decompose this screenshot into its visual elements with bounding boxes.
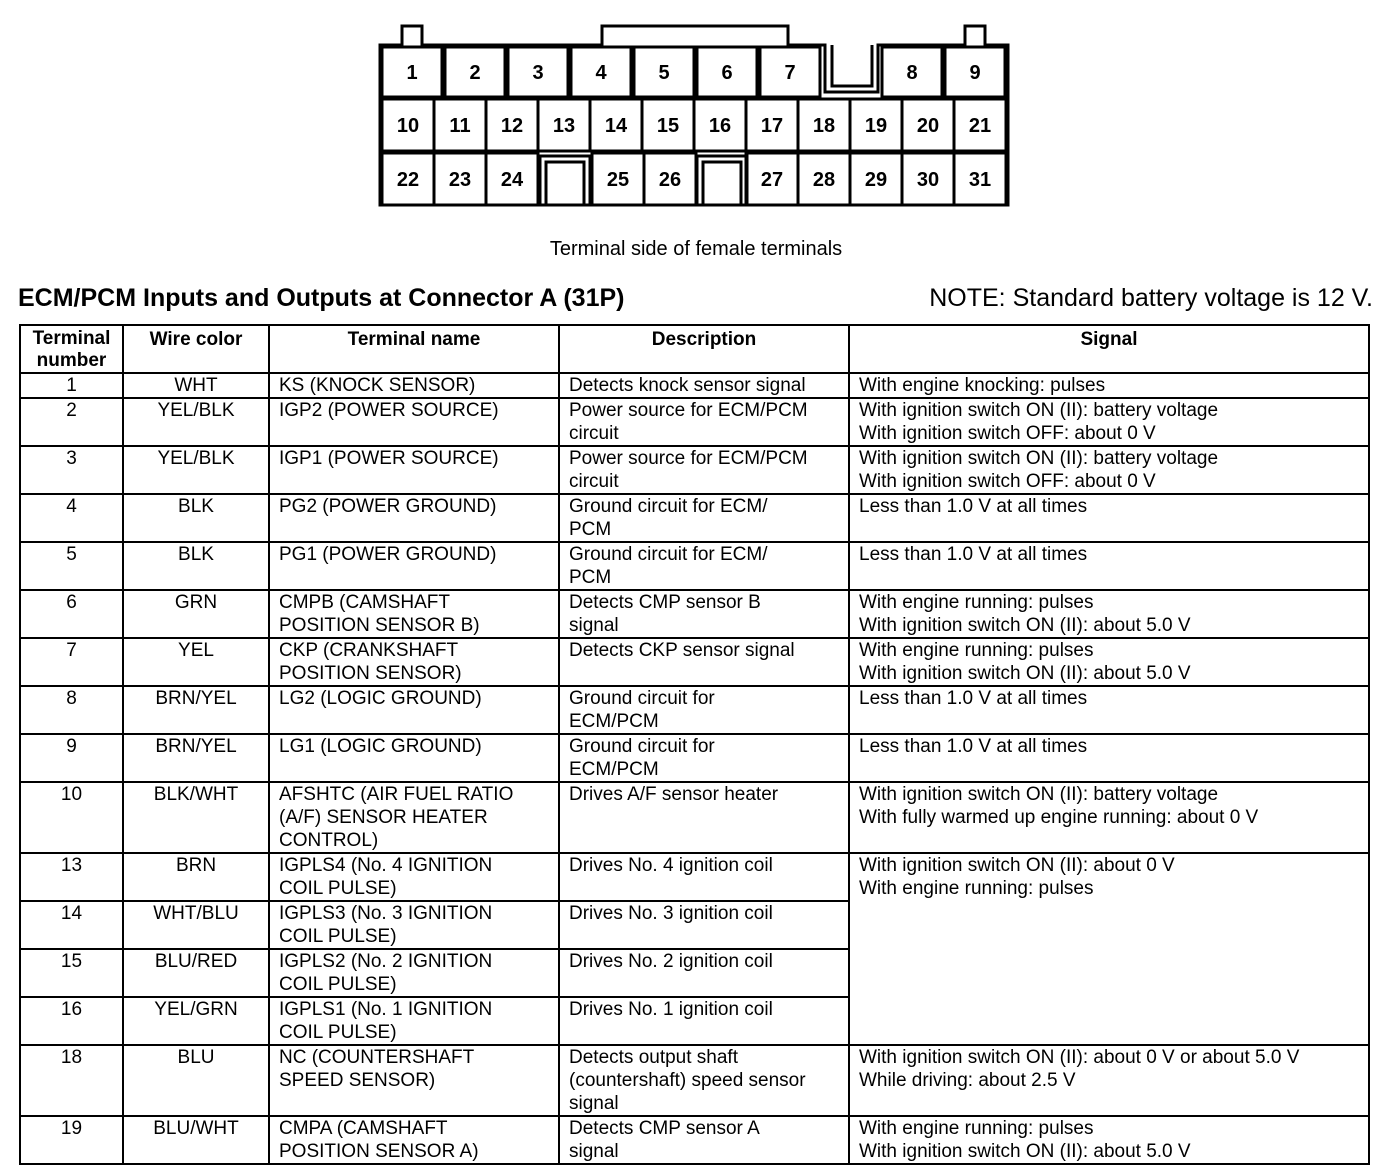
terminal-number-cell: 5 [20,542,123,590]
terminal-number-cell: 10 [20,782,123,853]
pin-label-5: 5 [658,62,670,84]
pin-label-11: 11 [449,115,471,137]
pin-label-3: 3 [532,62,544,84]
terminal-number-cell: 1 [20,373,123,398]
pin-label-30: 30 [916,169,940,191]
table-row [20,853,1369,901]
description-cell: Drives No. 4 ignition coil [559,853,849,901]
terminal-name-cell: CKP (CRANKSHAFT POSITION SENSOR) [269,638,559,686]
pin-label-17: 17 [760,115,784,137]
description-cell: Drives A/F sensor heater [559,782,849,853]
table-row [20,1045,1369,1116]
terminal-name-cell: IGPLS2 (No. 2 IGNITION COIL PULSE) [269,949,559,997]
signal-cell: With ignition switch ON (II): battery voltage With ignition switch OFF: about 0 V [849,398,1369,446]
wire-color-cell: YEL/BLK [123,446,269,494]
terminal-name-cell: LG2 (LOGIC GROUND) [269,686,559,734]
table-row [20,734,1369,782]
wire-color-cell: BRN [123,853,269,901]
description-cell: Ground circuit for ECM/ PCM [559,494,849,542]
page-title: ECM/PCM Inputs and Outputs at Connector A (31P) [18,284,625,312]
terminal-name-cell: PG2 (POWER GROUND) [269,494,559,542]
table-row [20,494,1369,542]
wire-color-cell: WHT [123,373,269,398]
terminal-name-cell: IGP1 (POWER SOURCE) [269,446,559,494]
terminal-name-cell: CMPB (CAMSHAFT POSITION SENSOR B) [269,590,559,638]
signal-cell: With ignition switch ON (II): about 0 V With engine running: pulses [849,853,1369,1045]
description-cell: Power source for ECM/PCM circuit [559,398,849,446]
description-cell: Detects CKP sensor signal [559,638,849,686]
pin-label-14: 14 [604,115,628,137]
table-header-row [20,325,1369,373]
table-row [20,686,1369,734]
pin-label-13: 13 [552,115,576,137]
terminal-number-cell: 13 [20,853,123,901]
terminal-number-cell: 9 [20,734,123,782]
description-cell: Detects output shaft (countershaft) speed sensor signal [559,1045,849,1116]
description-cell: Detects CMP sensor B signal [559,590,849,638]
terminal-number-cell: 18 [20,1045,123,1116]
terminal-name-cell: IGPLS3 (No. 3 IGNITION COIL PULSE) [269,901,559,949]
terminal-number-cell: 2 [20,398,123,446]
wire-color-cell: BLK [123,494,269,542]
signal-cell: With engine running: pulses With ignition switch ON (II): about 5.0 V [849,1116,1369,1164]
description-cell: Detects CMP sensor A signal [559,1116,849,1164]
terminal-name-cell: KS (KNOCK SENSOR) [269,373,559,398]
terminal-name-cell: LG1 (LOGIC GROUND) [269,734,559,782]
table-row [20,398,1369,446]
description-cell: Drives No. 2 ignition coil [559,949,849,997]
signal-cell: With ignition switch ON (II): battery voltage With ignition switch OFF: about 0 V [849,446,1369,494]
signal-cell: Less than 1.0 V at all times [849,542,1369,590]
description-cell: Drives No. 3 ignition coil [559,901,849,949]
signal-cell: Less than 1.0 V at all times [849,494,1369,542]
pin-label-10: 10 [396,115,420,137]
terminal-number-cell: 7 [20,638,123,686]
signal-cell: With ignition switch ON (II): about 0 V or about 5.0 V While driving: about 2.5 V [849,1045,1369,1116]
table-row [20,590,1369,638]
connector-caption: Terminal side of female terminals [549,238,843,260]
pin-label-29: 29 [864,169,888,191]
wire-color-cell: WHT/BLU [123,901,269,949]
terminal-number-cell: 4 [20,494,123,542]
terminal-number-cell: 8 [20,686,123,734]
terminal-name-cell: IGP2 (POWER SOURCE) [269,398,559,446]
pin-label-31: 31 [968,169,992,191]
wire-color-cell: BRN/YEL [123,734,269,782]
pin-label-1: 1 [406,62,418,84]
pin-label-9: 9 [969,62,981,84]
header-wire-color: Wire color [123,325,269,373]
pin-label-8: 8 [906,62,918,84]
description-cell: Ground circuit for ECM/ PCM [559,542,849,590]
signal-cell: With ignition switch ON (II): battery voltage With fully warmed up engine running: about 0 V [849,782,1369,853]
pin-label-2: 2 [469,62,481,84]
voltage-note: NOTE: Standard battery voltage is 12 V. [929,284,1373,312]
connector-slot-left [540,156,590,205]
terminal-number-cell: 15 [20,949,123,997]
terminal-name-cell: PG1 (POWER GROUND) [269,542,559,590]
header-terminal-name: Terminal name [269,325,559,373]
pin-label-15: 15 [656,115,680,137]
table-row [20,782,1369,853]
wire-color-cell: BLU/WHT [123,1116,269,1164]
pin-label-19: 19 [864,115,888,137]
table-row [20,373,1369,398]
table-row [20,446,1369,494]
terminal-name-cell: NC (COUNTERSHAFT SPEED SENSOR) [269,1045,559,1116]
description-cell: Power source for ECM/PCM circuit [559,446,849,494]
pin-label-16: 16 [708,115,732,137]
table-row [20,1116,1369,1164]
pin-label-4: 4 [595,62,607,84]
description-cell: Ground circuit for ECM/PCM [559,686,849,734]
terminal-name-cell: CMPA (CAMSHAFT POSITION SENSOR A) [269,1116,559,1164]
pin-label-18: 18 [812,115,836,137]
signal-cell: Less than 1.0 V at all times [849,734,1369,782]
terminal-number-cell: 14 [20,901,123,949]
wire-color-cell: YEL/BLK [123,398,269,446]
description-cell: Detects knock sensor signal [559,373,849,398]
terminal-name-cell: AFSHTC (AIR FUEL RATIO (A/F) SENSOR HEATER CONTROL) [269,782,559,853]
wire-color-cell: GRN [123,590,269,638]
pin-label-28: 28 [812,169,836,191]
wire-color-cell: YEL [123,638,269,686]
wire-color-cell: BLK/WHT [123,782,269,853]
wire-color-cell: YEL/GRN [123,997,269,1045]
pin-label-20: 20 [916,115,940,137]
header-signal: Signal [849,325,1369,373]
pin-label-22: 22 [396,169,420,191]
terminal-number-cell: 16 [20,997,123,1045]
description-cell: Drives No. 1 ignition coil [559,997,849,1045]
pin-label-25: 25 [606,169,630,191]
table-row [20,638,1369,686]
pin-label-26: 26 [658,169,682,191]
pin-label-24: 24 [500,169,524,191]
table-row [20,542,1369,590]
header-description: Description [559,325,849,373]
terminal-number-cell: 6 [20,590,123,638]
wire-color-cell: BLU/RED [123,949,269,997]
wire-color-cell: BLU [123,1045,269,1116]
pin-label-27: 27 [760,169,784,191]
connector-key-slot [832,45,872,86]
wire-color-cell: BRN/YEL [123,686,269,734]
header-terminal-number: Terminal number [20,325,123,373]
wire-color-cell: BLK [123,542,269,590]
pin-label-12: 12 [500,115,524,137]
pin-label-6: 6 [721,62,733,84]
terminal-name-cell: IGPLS1 (No. 1 IGNITION COIL PULSE) [269,997,559,1045]
connector-slot-right [697,156,747,205]
terminal-number-cell: 3 [20,446,123,494]
connector-diagram [0,0,1392,225]
signal-cell: With engine knocking: pulses [849,373,1369,398]
signal-cell: With engine running: pulses With ignition switch ON (II): about 5.0 V [849,638,1369,686]
terminal-number-cell: 19 [20,1116,123,1164]
pinout-table [19,324,1370,1165]
terminal-name-cell: IGPLS4 (No. 4 IGNITION COIL PULSE) [269,853,559,901]
signal-cell: With engine running: pulses With ignition switch ON (II): about 5.0 V [849,590,1369,638]
pin-label-21: 21 [968,115,992,137]
description-cell: Ground circuit for ECM/PCM [559,734,849,782]
signal-cell: Less than 1.0 V at all times [849,686,1369,734]
pin-label-23: 23 [448,169,472,191]
pin-label-7: 7 [784,62,796,84]
